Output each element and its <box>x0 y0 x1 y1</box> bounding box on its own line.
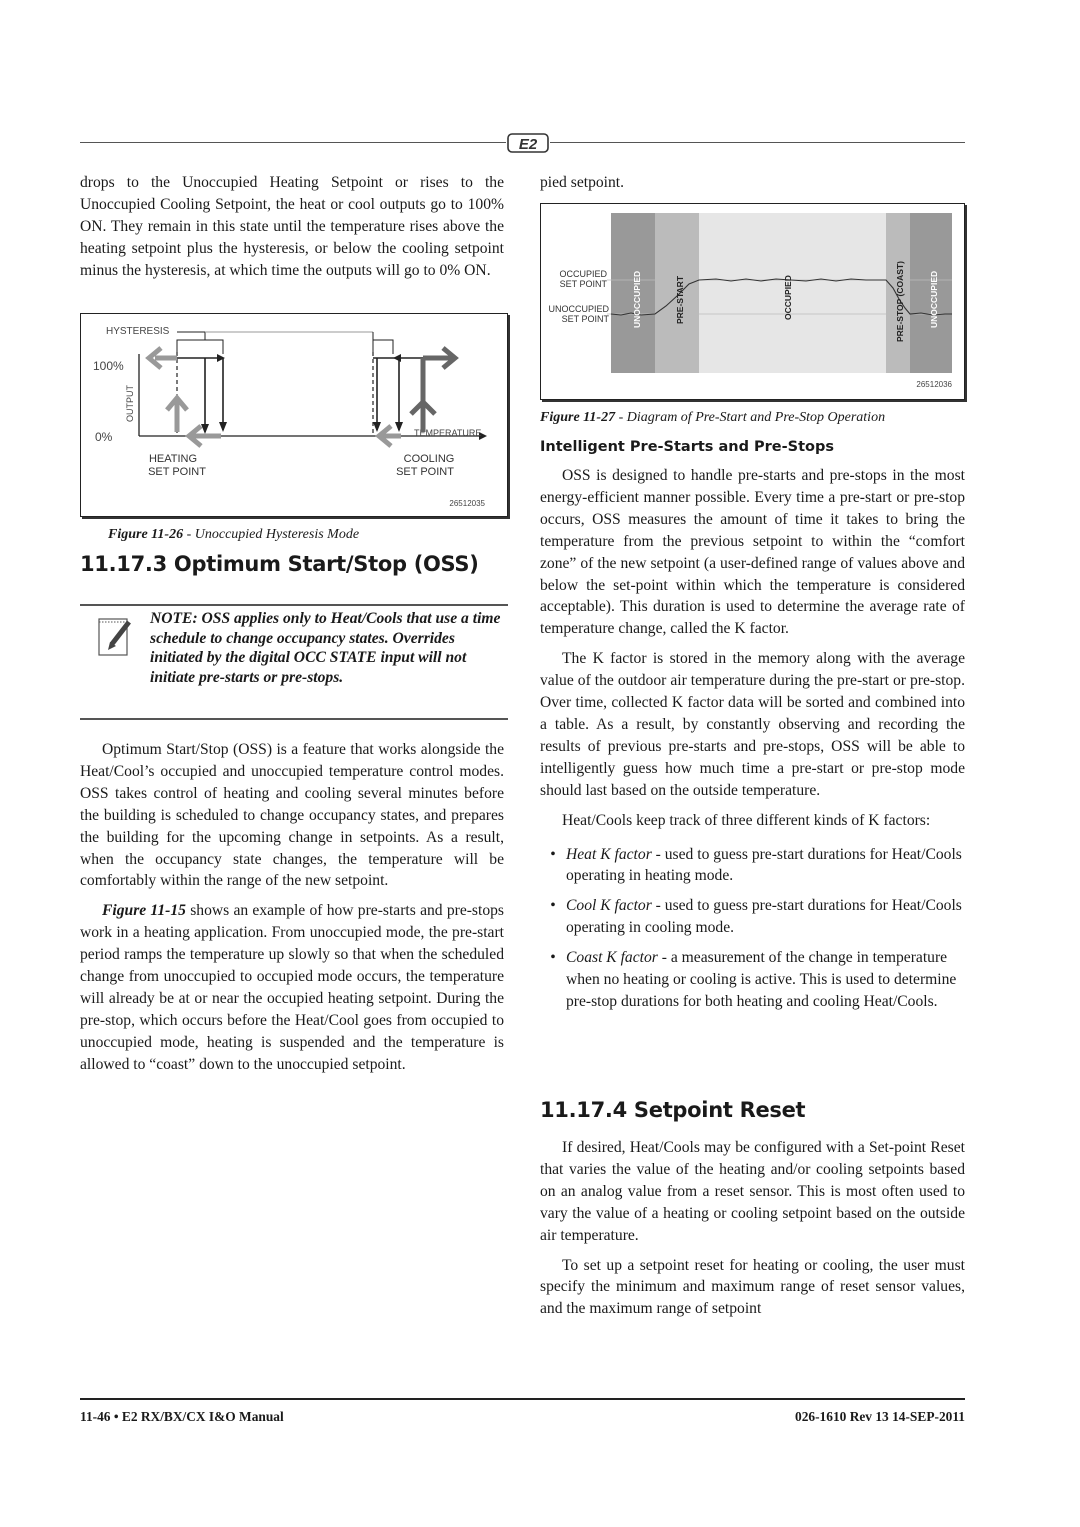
note-body: NOTE: OSS applies only to Heat/Cools that use a time schedule to change occupancy states. Overrides initiated by the digital OCC STATE input will not initiate pre-starts or pre-stops. <box>150 610 501 686</box>
unocc-sp-line2: SET POINT <box>561 314 609 324</box>
unocc-sp-line1: UNOCCUPIED <box>548 304 609 314</box>
caption-26-number: Figure 11-26 <box>108 527 184 542</box>
footer-rule <box>80 1398 965 1400</box>
oss-para-2 <box>80 900 504 1075</box>
e2-logo <box>506 131 550 155</box>
figure-11-27-caption <box>540 410 885 426</box>
zone-unoccupied-2: UNOCCUPIED <box>929 270 939 328</box>
reset-para-1: If desired, Heat/Cools may be configured with a Set-point Reset that varies the value of the heating and/or cooling setpoints based on an analog value from a reset sensor. This is most often used to vary the value of a heating or cooling setpoint based on the outside air temperature. <box>540 1139 965 1244</box>
occ-sp-line1: OCCUPIED <box>559 269 607 279</box>
bullet-cool-k-term: Cool K factor <box>566 897 652 915</box>
oss-design-para: OSS is designed to handle pre-starts and pre-stops in the most energy-efficient manner possible. Every time a pre-start or pre-stop occurs, OSS measures the amount of time it takes to bring the temperature from the previous setpoint to within the “comfort zone” of the new setpoint (a user-defined range of values above and below the set-point within which the temperature is considered acceptable). This duration is used to determine the average rate of temperature change, called the K factor. <box>540 467 965 638</box>
figure-11-15-ref: Figure 11-15 <box>102 902 186 920</box>
100pct-label: 100% <box>93 359 124 373</box>
k-factor-para: The K factor is stored in the memory along with the average value of the outdoor air temperature during the pre-start or pre-stop. Over time, collected K factor data will be sorted and combined into a table. As a result, by constantly observing and recording the results of previous pre-starts and pre-stops, OSS will be able to intelligently guess how much time a pre-start or pre-stop mode should last based on the outside temperature. <box>540 650 965 799</box>
k-factor-kinds-para: Heat/Cools keep track of three different kinds of K factors: <box>562 811 931 829</box>
hysteresis-label: HYSTERESIS <box>106 326 170 337</box>
right-lead-text: pied setpoint. <box>540 174 625 191</box>
section-oss-heading: 11.17.3 Optimum Start/Stop (OSS) <box>80 552 479 576</box>
output-axis-label: OUTPUT <box>125 385 135 422</box>
bullet-coast-k-term: Coast K factor <box>566 949 658 967</box>
section-setpoint-reset-heading: 11.17.4 Setpoint Reset <box>540 1098 806 1122</box>
right-lead <box>540 172 965 194</box>
heating-sp-line1: HEATING <box>148 453 198 465</box>
zone-unoccupied-1: UNOCCUPIED <box>632 270 642 328</box>
bullet-coast-k: • Coast K factor - a measurement of the change in temperature when no heating or cooling is active. This is used to determine pre-stop durations for both heating and cooling Heat/Cools. <box>550 949 957 1010</box>
note-text <box>80 609 506 687</box>
zone-prestart: PRE-START <box>675 275 685 324</box>
cooling-sp-line2: SET POINT <box>396 466 454 478</box>
figure-11-27 <box>540 203 965 400</box>
left-body <box>80 739 504 1076</box>
fig27-code: 26512036 <box>916 380 952 389</box>
zone-occupied: OCCUPIED <box>783 275 793 320</box>
caption-26-text: - Unoccupied Hysteresis Mode <box>183 527 360 542</box>
occ-sp-line2: SET POINT <box>559 279 607 289</box>
svg-text:E2: E2 <box>518 136 538 153</box>
zone-prestop: PRE-STOP (COAST) <box>895 261 905 342</box>
figure-11-26 <box>80 313 508 517</box>
temperature-axis-label: TEMPERATURE <box>414 428 482 438</box>
cooling-sp-line1: COOLING <box>403 453 455 465</box>
reset-body <box>540 1137 965 1320</box>
oss-para-2-text: shows an example of how pre-starts and pre-stops work in a heating application. From unoccupied mode, the pre-start period ramps the temperature up slowly so that when the scheduled change from unoccupied to occupied mode occurs, the temperature will already be at or near the occupied heating setpoint. During the pre-stop, which occurs before the Heat/Cool goes from occupied to unoccupied mode, heating is suspended and the temperature is allowed to “coast” down to the unoccupied setpoint. <box>80 902 504 1073</box>
oss-para-1: Optimum Start/Stop (OSS) is a feature that works alongside the Heat/Cool’s occupied and unoccupied temperature control modes. OSS takes control of heating and cooling several minutes before the building is scheduled to change occupancy states, and prepares the building for the upcoming change in setpoints. As a result, when the occupancy state changes, the temperature will be comfortably within the range of the new setpoint. <box>80 741 504 890</box>
bullet-coast-k-text: - a measurement of the change in temperature when no heating or cooling is active. This is used to determine pre-stop durations for both heating and cooling Heat/Cools. <box>566 949 957 1010</box>
heating-sp-line2: SET POINT <box>148 466 206 478</box>
reset-para-2: To set up a setpoint reset for heating or cooling, the user must specify the minimum and maximum range of reset sensor values, and the maximum range of setpoint <box>540 1256 965 1318</box>
caption-27-text: - Diagram of Pre-Start and Pre-Stop Operation <box>615 410 886 425</box>
bullet-heat-k-term: Heat K factor <box>566 845 652 863</box>
0pct-label: 0% <box>95 430 113 444</box>
footer-left: 11-46 • E2 RX/BX/CX I&O Manual <box>80 1409 284 1424</box>
footer-right: 026-1610 Rev 13 14-SEP-2011 <box>795 1409 965 1424</box>
right-body <box>540 465 965 1013</box>
header-rule-left <box>80 142 506 143</box>
bullet-cool-k: • Cool K factor - used to guess pre-start durations for Heat/Cools operating in cooling mode. <box>550 897 962 937</box>
fig26-code: 26512035 <box>449 499 485 508</box>
left-intro-paragraph <box>80 172 504 282</box>
caption-27-number: Figure 11-27 <box>540 410 616 425</box>
bullet-cool-k-text: - used to guess pre-start durations for Heat/Cools operating in cooling mode. <box>566 897 962 937</box>
header-rule-right <box>550 142 965 143</box>
figure-11-26-caption <box>108 527 359 543</box>
bullet-heat-k-text: - used to guess pre-start durations for Heat/Cools operating in heating mode. <box>566 845 962 885</box>
bullet-heat-k: • Heat K factor - used to guess pre-start durations for Heat/Cools operating in heating mode. <box>550 845 962 885</box>
intelligent-prestarts-heading: Intelligent Pre-Starts and Pre-Stops <box>540 439 834 455</box>
intro-text: drops to the Unoccupied Heating Setpoint or rises to the Unoccupied Cooling Setpoint, the heat or cool outputs go to 100% ON. They remain in this state until the temperature rises above the heating setpoint plus the hysteresis, or below the cooling setpoint minus the hysteresis, at which time the outputs will go to 0% ON. <box>80 174 504 279</box>
